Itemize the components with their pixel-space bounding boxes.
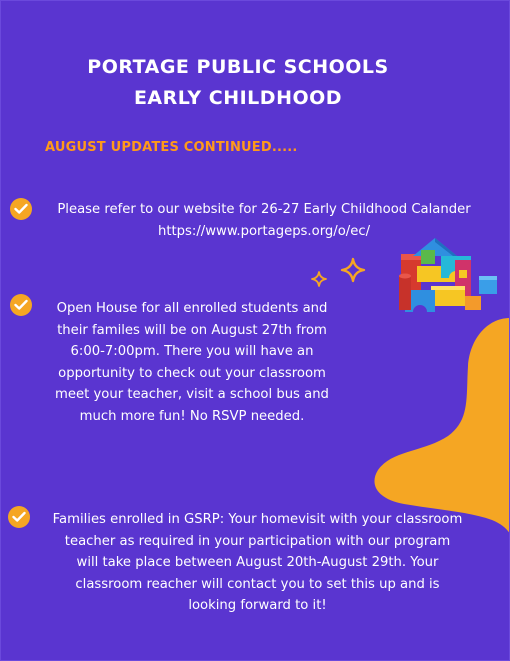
page-title: PORTAGE PUBLIC SCHOOLS xyxy=(87,56,389,78)
section-heading: AUGUST UPDATES CONTINUED..... xyxy=(45,140,298,155)
check-circle-icon xyxy=(10,294,32,316)
update-text-line: will take place between August 20th-August 29th. Your xyxy=(76,555,439,570)
update-text-line: Open House for all enrolled students and xyxy=(56,301,328,316)
page-subtitle-title: EARLY CHILDHOOD xyxy=(133,87,343,109)
check-circle-icon xyxy=(10,198,32,220)
website-link[interactable]: https://www.portageps.org/o/ec/ xyxy=(157,223,371,239)
update-text-line: teacher as required in your participation with our program xyxy=(64,533,451,549)
update-text-line: classroom reacher will contact you to set this up and is xyxy=(75,576,440,592)
update-text-line: Please refer to our website for 26-27 Early Childhood Calander xyxy=(57,202,471,217)
update-text-line: Families enrolled in GSRP: Your homevisit with your classroom xyxy=(52,512,463,527)
update-item-open-house xyxy=(32,298,352,427)
sparkle-icon xyxy=(340,257,366,283)
update-text-line: much more fun! No RSVP needed. xyxy=(79,408,305,424)
update-text-line: opportunity to check out your classroom xyxy=(58,365,326,381)
toy-blocks-illustration xyxy=(395,236,501,316)
update-item-gsrp xyxy=(30,509,485,617)
sparkle-icon xyxy=(311,271,327,287)
update-text-line: their familes will be on August 27th from xyxy=(57,322,327,338)
update-text-line: looking forward to it! xyxy=(188,598,327,613)
update-text-line: 6:00-7:00pm. There you will have an xyxy=(70,344,314,359)
check-circle-icon xyxy=(8,506,30,528)
update-text-line: meet your teacher, visit a school bus and xyxy=(55,387,329,402)
